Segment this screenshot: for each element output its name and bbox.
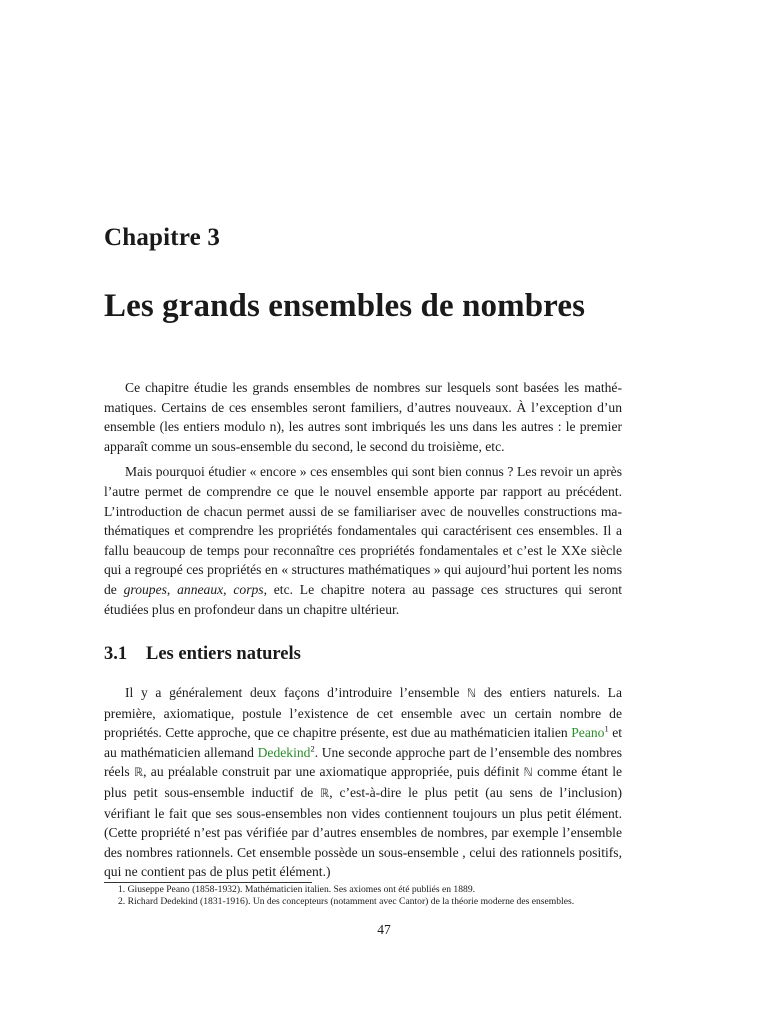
intro-p2-end: , etc. Le chapitre notera au passage ces structures qui seront étudiées plus en profondeur dans un chapitre ultérieur. bbox=[104, 581, 623, 617]
page-number: 47 bbox=[377, 922, 391, 937]
text-run: et au mathématicien allemand bbox=[104, 725, 623, 760]
text-run: comme étant le plus petit sous-ensemble inductif de bbox=[104, 764, 623, 800]
section-number: 3.1 bbox=[104, 644, 128, 664]
footnote-2: 2. Richard Dedekind (1831-1916). Un des concepteurs (notamment avec Cantor) de la théorie moderne des ensembles. bbox=[118, 896, 575, 908]
section-paragraph bbox=[104, 683, 622, 882]
naturals-symbol: ℕ bbox=[523, 765, 533, 780]
term-corps: corps bbox=[233, 581, 264, 597]
peano-link[interactable]: Peano bbox=[571, 725, 605, 741]
chapter-title: Les grands ensembles de nombres bbox=[104, 288, 586, 324]
intro-p2-text: Mais pourquoi étudier « encore » ces ensembles qui sont bien connus ? Les revoir un après l’autre permet de comprendre ce que le nouvel ensemble apporte par rapport au précédent. L’introduction de chacun permet aussi de se familiariser avec de nouvelles constructions mathématiques et comprendre les propriétés fondamentales qui caractérisent ces ensembles. Il a fallu beaucoup de temps pour reconnaître ces propriétés fondamentales et c’est le XXe siècle qui a regroupé ces propriétés en « structures mathématiques » qui aujourd’hui portent les noms de bbox=[104, 464, 622, 597]
text-run: , au préalable construit par une axiomatique appropriée, puis définit bbox=[143, 764, 524, 780]
text-run: Il y a généralement deux façons d’introduire l’ensemble bbox=[125, 685, 468, 700]
intro-text bbox=[104, 378, 622, 625]
footnote-1: 1. Giuseppe Peano (1858-1932). Mathématicien italien. Ses axiomes ont été publiés en 1889. bbox=[118, 884, 476, 895]
section-text bbox=[104, 683, 622, 888]
chapter-label: Chapitre 3 bbox=[104, 224, 221, 251]
text-run: . Une seconde approche part de l’ensemble des nombres réels bbox=[104, 744, 622, 780]
reals-symbol: ℝ bbox=[320, 785, 330, 800]
dedekind-link[interactable]: Dedekind bbox=[257, 744, 311, 760]
reals-symbol: ℝ bbox=[133, 765, 144, 780]
section-title: Les entiers naturels bbox=[146, 644, 301, 664]
intro-paragraph-1: Ce chapitre étudie les grands ensembles de nombres sur lesquels sont basées les mathématiques. Certains de ces ensembles seront familiers, d’autres nouveaux. À l’exception d’un ensemble (les entiers modulo n), les autres sont imbriqués les uns dans les autres : le premier apparaît comme un sous-ensemble du second, le second du troisième, etc. bbox=[104, 380, 622, 454]
section-heading bbox=[104, 644, 301, 665]
footnote-ref-2[interactable]: 2 bbox=[310, 743, 315, 754]
intro-paragraph-2 bbox=[104, 462, 622, 619]
text-run: , c’est-à-dire le plus petit (au sens de l’inclusion) vérifiant le fait que ses sous-ensembles non vides contiennent toujours un plus petit élément. (Cette propriété n’est pas vérifiée par d’autres ensembles de nombres, par exemple l’ensemble des nombres rationnels. Cet ensemble possède un sous-ensemble , celui des rationnels positifs, qui ne contient pas de plus petit élément.) bbox=[104, 784, 623, 880]
footnote-ref-1[interactable]: 1 bbox=[604, 723, 609, 734]
footnotes bbox=[104, 884, 622, 908]
footnote-divider bbox=[104, 882, 312, 883]
term-anneaux: anneaux bbox=[177, 581, 224, 597]
separator: , bbox=[223, 581, 234, 597]
naturals-symbol: ℕ bbox=[467, 686, 477, 700]
text-run: des entiers naturels. La première, axiomatique, postule l’existence de cet ensemble avec un certain nombre de propriétés. Cette approche, que ce chapitre présente, est due au mathématicien italien bbox=[104, 685, 622, 741]
separator: , bbox=[166, 581, 178, 597]
term-groupes: groupes bbox=[123, 581, 167, 597]
